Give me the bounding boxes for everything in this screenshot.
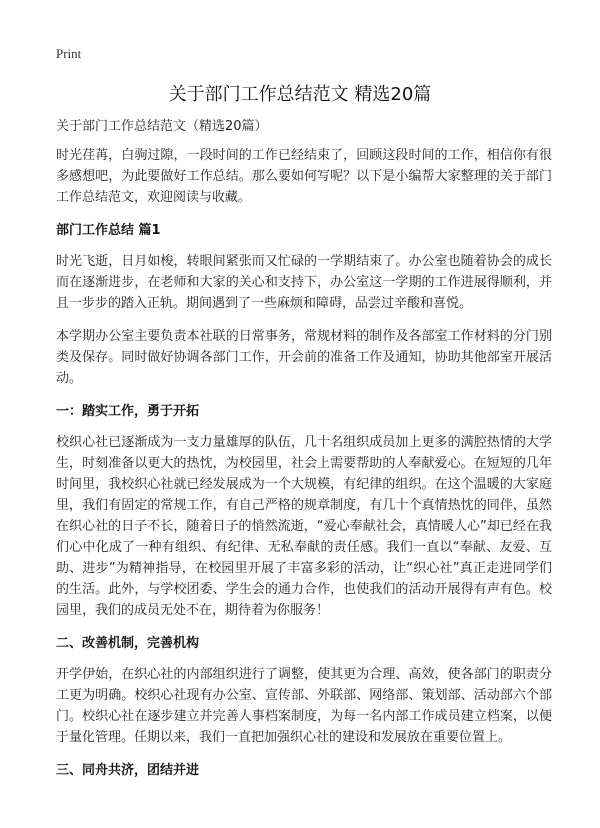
section-heading-1: 一：踏实工作，勇于开拓 [56,404,200,419]
print-label[interactable]: Print [56,46,82,61]
section-heading-3: 三、同舟共济，团结并进 [56,763,200,778]
intro-paragraph: 时光荏苒，白驹过隙，一段时间的工作已经结束了，回顾这段时间的工作，相信你有很多感想吧，为此要做好工作总结。那么要如何写呢？以下是小编帮大家整理的关于部门工作总结范文，欢迎阅读与收藏。 [56,148,552,205]
document-subtitle: 关于部门工作总结范文（精选20篇） [56,119,268,134]
paragraph-2: 本学期办公室主要负责本社联的日常事务，常规材料的制作及各部室工作材料的分门别类及保存。同时做好协调各部门工作，开会前的准备工作及通知，协助其他部室开展活动。 [56,329,552,386]
section-heading-2: 二、改善机制，完善机构 [56,636,200,651]
article-heading: 部门工作总结 篇1 [56,223,161,238]
paragraph-1: 时光飞逝，日月如梭，转眼间紧张而又忙碌的一学期结束了。办公室也随着协会的成长而在逐渐进步，在老师和大家的关心和支持下，办公室这一学期的工作进展得顺利，并且一步步的踏入正轨。期间遇到了一些麻烦和障碍，品尝过辛酸和喜悦。 [56,254,552,311]
paragraph-3: 校织心社已逐渐成为一支力量雄厚的队伍，几十名组织成员加上更多的满腔热情的大学生，时刻准备以更大的热忱，为校园里，社会上需要帮助的人奉献爱心。在短短的几年时间里，我校织心社就已经发展成为一个大规模，有纪律的组织。在这个温暖的大家庭里，我们有固定的常规工作，有自己严格的规章制度，有几十个真情热忱的同伴，虽然在织心社的日子不长，随着日子的悄然流逝，“爱心奉献社会，真情暖人心”却已经在我们心中化成了一种有组织、有纪律、无私奉献的责任感。我们一直以“奉献、友爱、互助、进步”为精神指导，在校园里开展了丰富多彩的活动，让“织心社”真正走进同学们的生活。此外，与学校团委、学生会的通力合作，也使我们的活动开展得有声有色。校园里，我们的成员无处不在，期待着为你服务！ [56,435,552,618]
page-title: 关于部门工作总结范文 精选20篇 [168,84,432,105]
document-body [56,116,552,791]
paragraph-4: 开学伊始，在织心社的内部组织进行了调整，使其更为合理、高效，使各部门的职责分工更为明确。校织心社现有办公室、宣传部、外联部、网络部、策划部、活动部六个部门。校织心社在逐步建立并完善人事档案制度，为每一名内部工作成员建立档案，以便于量化管理。任期以来，我们一直把加强织心社的建设和发展放在重要位置上。 [56,667,552,745]
